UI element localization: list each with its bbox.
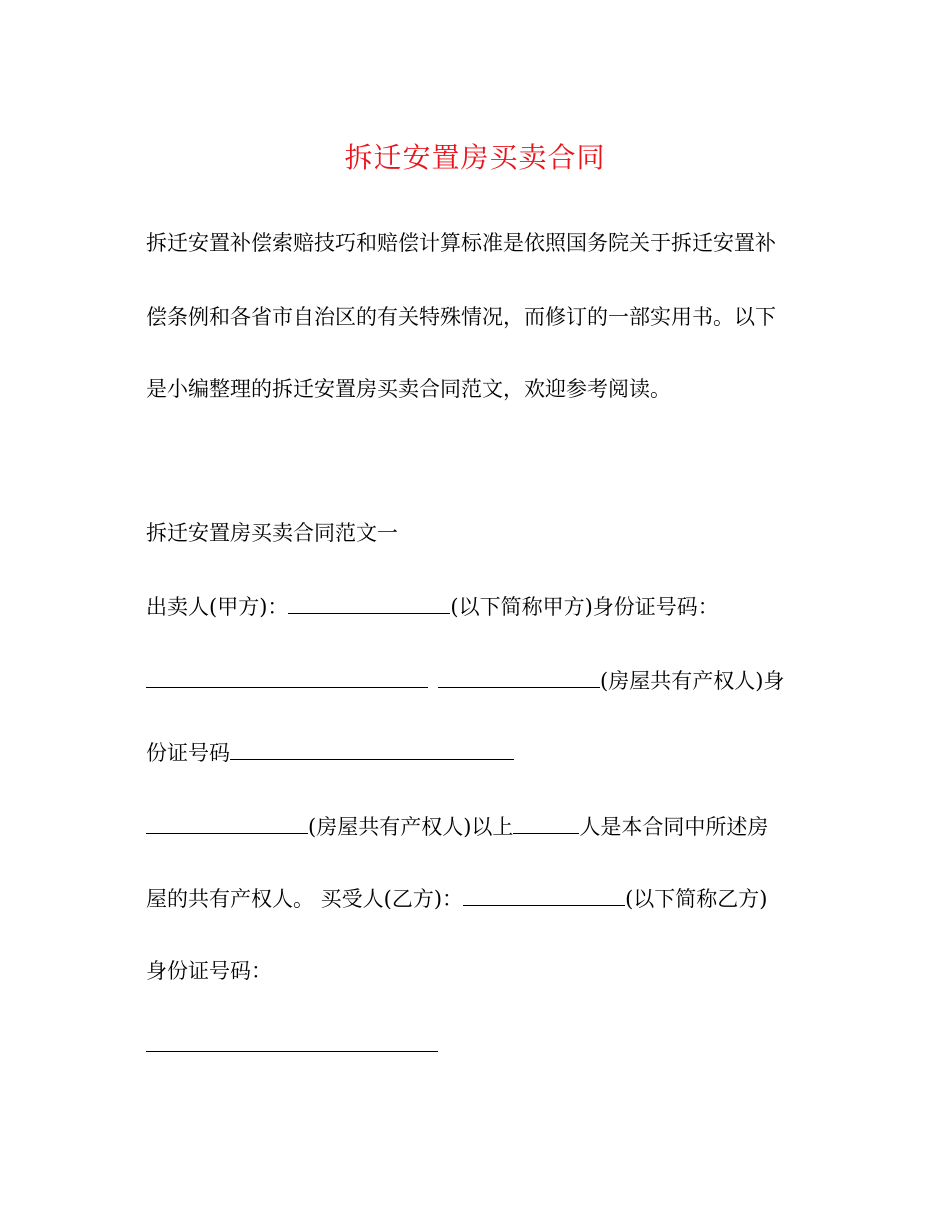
intro-line-1: 拆迁安置补偿索赔技巧和赔偿计算标准是依照国务院关于拆迁安置补 [146, 231, 776, 255]
seller-id-blank [146, 666, 428, 688]
seller-line [146, 592, 826, 622]
seller-name-blank [288, 592, 450, 614]
co-owner-count-blank [513, 812, 579, 834]
buyer-id-label: 身份证号码： [146, 959, 272, 983]
buyer-suffix: (以下简称乙方) [625, 887, 768, 911]
co-owner-line-2 [146, 812, 826, 842]
buyer-name-blank [463, 884, 625, 906]
co-owner-name-blank-2 [146, 812, 308, 834]
co-owner-name-blank-1 [438, 666, 600, 688]
seller-id-line [146, 666, 826, 696]
buyer-id-line [146, 1030, 826, 1060]
co-owner-id-blank [230, 738, 514, 760]
seller-suffix: (以下简称甲方)身份证号码： [450, 595, 719, 619]
id-number-label: 份证号码 [146, 741, 230, 765]
co-owner-id-line [146, 738, 826, 768]
section-heading: 拆迁安置房买卖合同范文一 [146, 521, 398, 545]
document-title: 拆迁安置房买卖合同 [344, 141, 606, 174]
co-owner-count-suffix: 人是本合同中所述房 [579, 815, 769, 839]
co-owner-suffix-2: (房屋共有产权人)以上 [308, 815, 514, 839]
seller-label: 出卖人(甲方)： [146, 595, 289, 619]
co-owner-statement: 屋的共有产权人。 买受人(乙方)： [146, 887, 464, 911]
buyer-line [146, 884, 826, 914]
co-owner-suffix-1: (房屋共有产权人)身 [600, 669, 785, 693]
buyer-id-blank [146, 1030, 438, 1052]
intro-line-2: 偿条例和各省市自治区的有关特殊情况，而修订的一部实用书。以下 [146, 305, 776, 329]
intro-line-3: 是小编整理的拆迁安置房买卖合同范文，欢迎参考阅读。 [146, 377, 671, 401]
